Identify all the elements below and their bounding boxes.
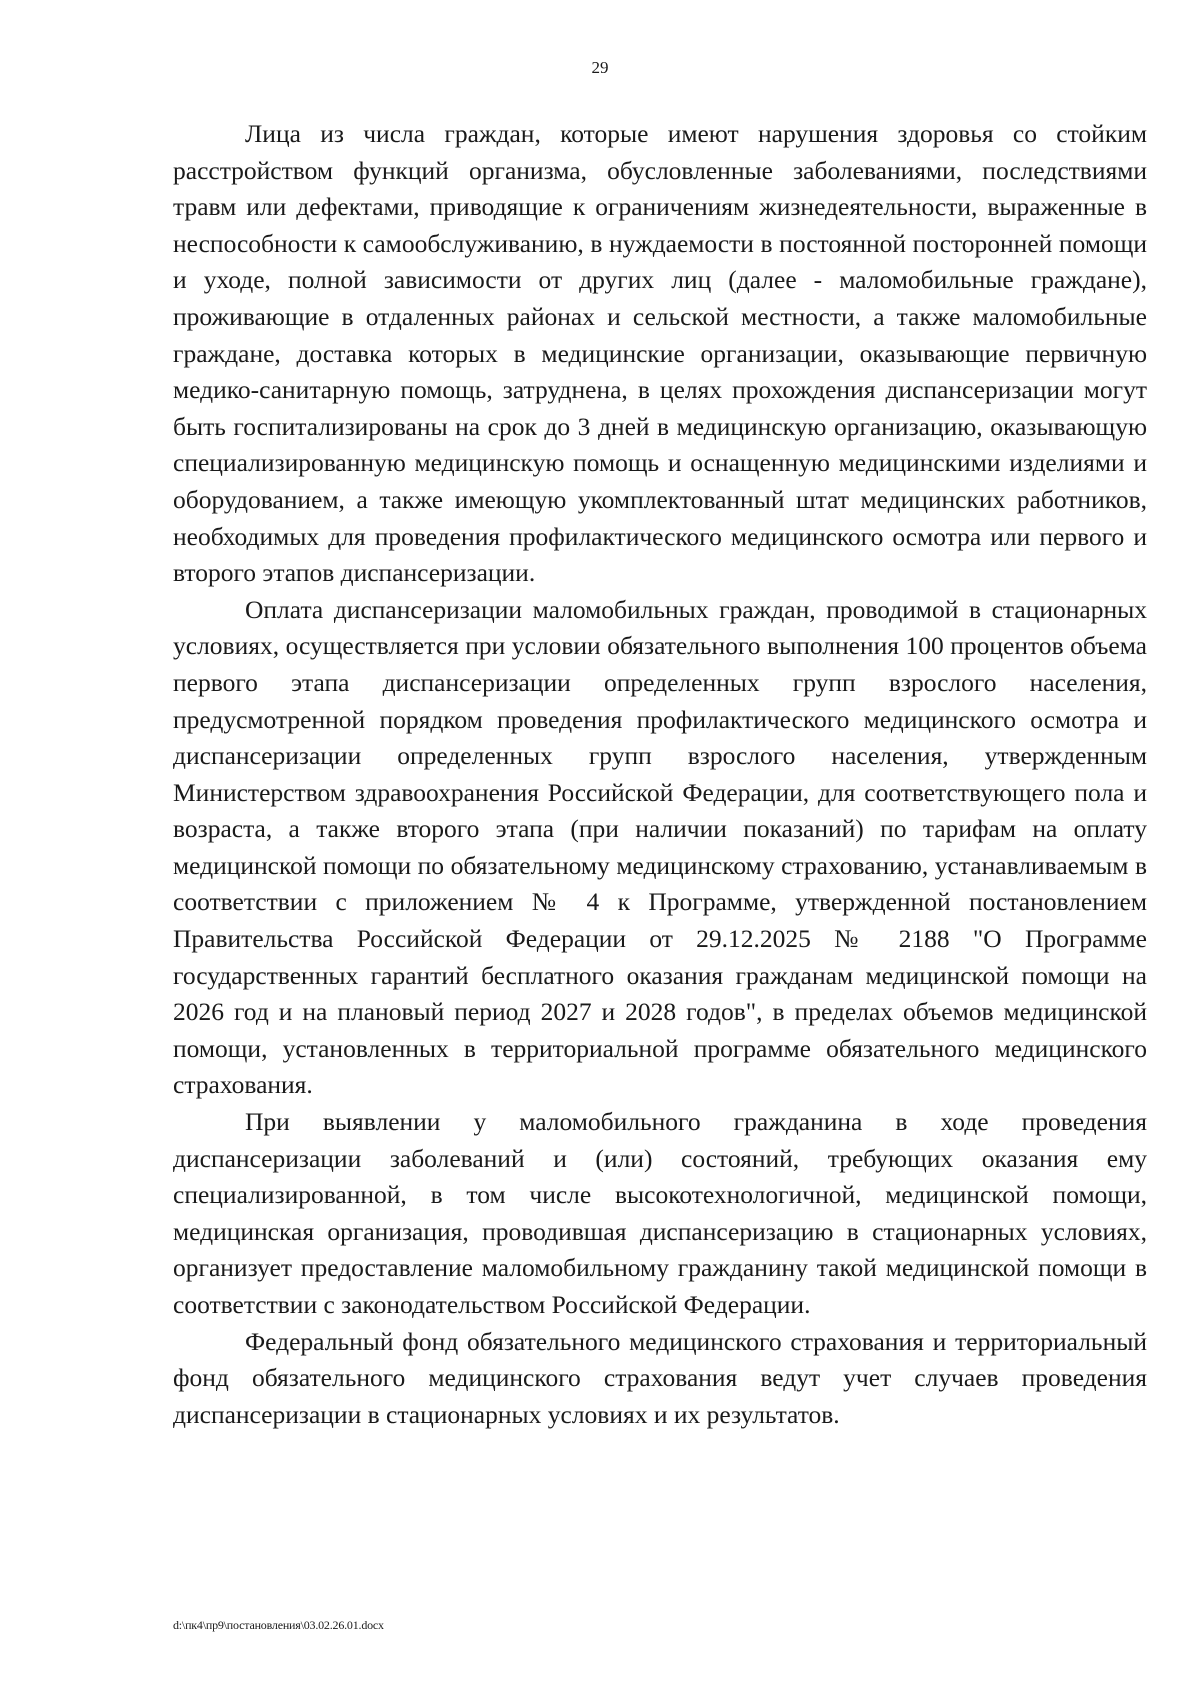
document-body bbox=[173, 116, 1147, 1433]
paragraph-insurance-fund-records: Федеральный фонд обязательного медицинского страхования и территориальный фонд обязательного медицинского страхования ведут учет случаев проведения диспансеризации в стационарных условиях и их результатов. bbox=[173, 1326, 1147, 1429]
paragraph-payment-conditions: Оплата диспансеризации маломобильных граждан, проводимой в стационарных условиях, осуществляется при условии обязательного выполнения 100 процентов объема первого этапа диспансеризации определенных групп взрослого населения, предусмотренной порядком проведения профилактического медицинского осмотра и диспансеризации определенных групп взрослого населения, утвержденным Министерством здравоохранения Российской Федерации, для соответствующего пола и возраста, а также второго этапа (при наличии показаний) по тарифам на оплату медицинской помощи по обязательному медицинскому страхованию, устанавливаемым в соответствии с приложением № 4 к Программе, утвержденной постановлением Правительства Российской Федерации от 29.12.2025 № 2188 "О Программе государственных гарантий бесплатного оказания гражданам медицинской помощи на 2026 год и на плановый период 2027 и 2028 годов", в пределах объемов медицинской помощи, установленных в территориальной программе обязательного медицинского страхования. bbox=[173, 594, 1147, 1100]
paragraph-low-mobility-citizens: Лица из числа граждан, которые имеют нарушения здоровья со стойким расстройством функций организма, обусловленные заболеваниями, последствиями травм или дефектами, приводящие к ограничениям жизнедеятельности, выраженные в неспособности к самообслуживанию, в нуждаемости в постоянной посторонней помощи и уходе, полной зависимости от других лиц (далее - маломобильные граждане), проживающие в отдаленных районах и сельской местности, а также маломобильные граждане, доставка которых в медицинские организации, оказывающие первичную медико-санитарную помощь, затруднена, в целях прохождения диспансеризации могут быть госпитализированы на срок до 3 дней в медицинскую организацию, оказывающую специализированную медицинскую помощь и оснащенную медицинскими изделиями и оборудованием, а также имеющую укомплектованный штат медицинских работников, необходимых для проведения профилактического медицинского осмотра или первого и второго этапов диспансеризации. bbox=[173, 119, 1147, 588]
page-number: 29 bbox=[591, 58, 609, 77]
paragraph-specialized-care: При выявлении у маломобильного гражданина в ходе проведения диспансеризации заболеваний и (или) состояний, требующих оказания ему специализированной, в том числе высокотехнологичной, медицинской помощи, медицинская организация, проводившая диспансеризацию в стационарных условиях, организует предоставление маломобильному гражданину такой медицинской помощи в соответствии с законодательством Российской Федерации. bbox=[173, 1107, 1147, 1319]
footer-file-path: d:\пк4\пр9\постановления\03.02.26.01.docx bbox=[173, 1618, 384, 1632]
